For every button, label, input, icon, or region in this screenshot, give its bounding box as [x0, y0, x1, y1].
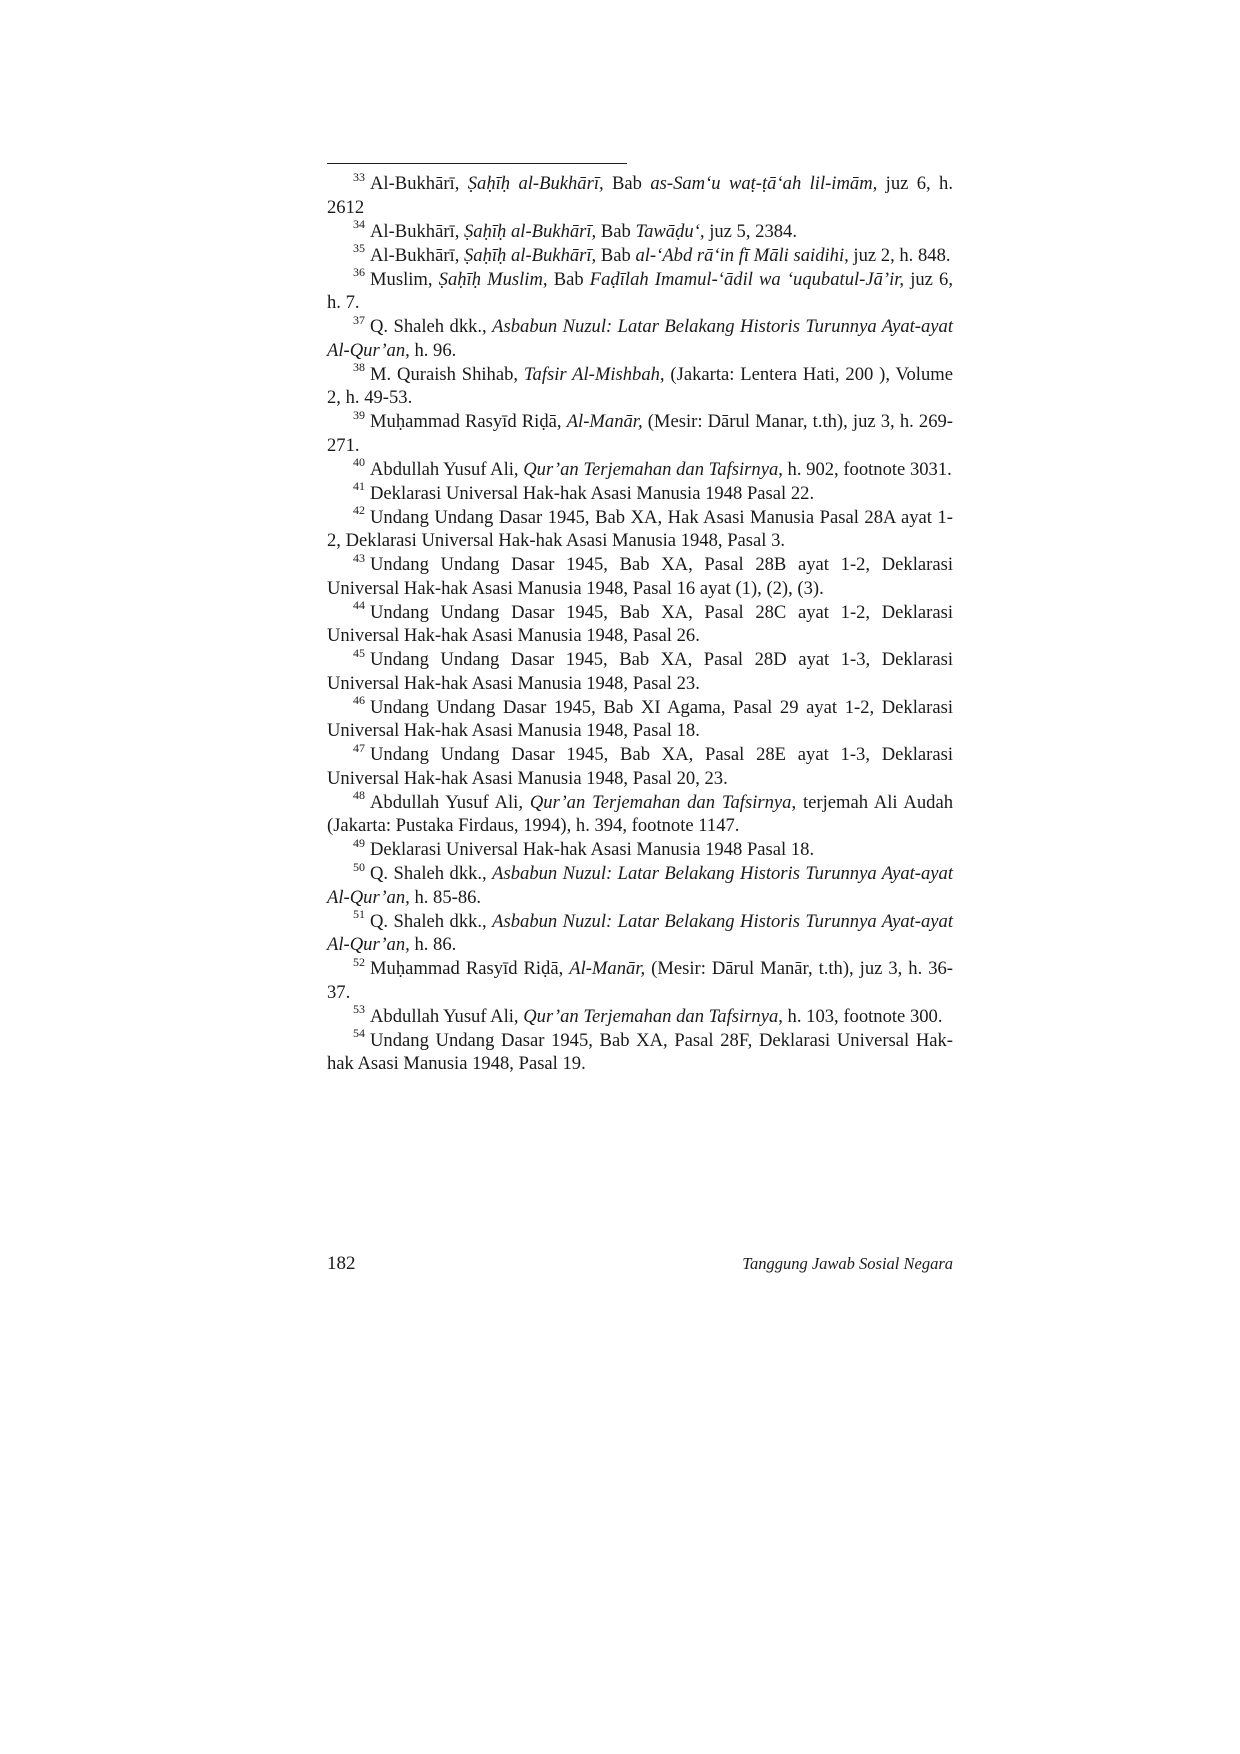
- footnote-number: 38: [353, 360, 365, 375]
- footnote-text: Undang Undang Dasar 1945, Bab XA, Pasal 28E ayat 1-3, Deklarasi Universal Hak-hak Asasi Manusia 1948, Pasal 20, 23.: [327, 744, 953, 789]
- footnote-text: Undang Undang Dasar 1945, Bab XA, Hak Asasi Manusia Pasal 28A ayat 1-2, Deklarasi Universal Hak-hak Asasi Manusia 1948, Pasal 3.: [327, 506, 953, 551]
- footnote-text: , juz 2, h. 848.: [844, 244, 951, 266]
- footnote-number: 40: [353, 455, 365, 470]
- footnote-text: juz 5, 2384.: [704, 220, 797, 242]
- footnote-italic-text: Tafsir Al-Mishbah,: [523, 363, 665, 385]
- footnote-text: juz 6, h. 7.: [327, 268, 954, 313]
- footnote: [327, 645, 953, 695]
- footnote-text: Undang Undang Dasar 1945, Bab XI Agama, Pasal 29 ayat 1-2, Deklarasi Universal Hak-hak Asasi Manusia 1948, Pasal 18.: [327, 696, 953, 741]
- footnote: [327, 312, 953, 362]
- footnote-italic-text: as-Sam‘u waṭ-ṭā‘ah lil-imām,: [650, 173, 878, 194]
- footnote-text: h. 96.: [409, 339, 457, 361]
- footnote: [327, 407, 954, 457]
- footnote-text: (Mesir: Dārul Manar, t.th), juz 3, h. 269-271.: [327, 411, 954, 456]
- footnote: [327, 241, 953, 268]
- footnotes-section: [327, 169, 954, 1076]
- footnote-italic-text: al-‘Abd rā‘in fī Māli saidihi: [635, 244, 845, 266]
- footnote: [327, 265, 954, 315]
- footnote-number: 43: [353, 550, 365, 565]
- footnote-text: Bab: [547, 268, 590, 290]
- footnote-text: Muslim,: [370, 268, 439, 290]
- footnote: [327, 859, 953, 909]
- footnote-text: Al-Bukhārī,: [370, 173, 468, 194]
- footnote: [327, 550, 953, 600]
- footnote-number: 48: [353, 788, 365, 803]
- footnote-text: Bab: [603, 173, 651, 194]
- footnote-text: , h. 902, footnote 3031.: [778, 458, 952, 480]
- footnote-number: 44: [353, 598, 365, 613]
- footnote-number: 45: [353, 645, 365, 660]
- footnote-italic-text: Ṣaḥīḥ al-Bukhārī,: [467, 173, 604, 194]
- footnote-number: 35: [353, 241, 365, 256]
- footnote: [327, 217, 953, 244]
- footnote-italic-text: Tawāḍu‘,: [635, 220, 705, 242]
- footnote-text: juz 6, h. 2612: [327, 173, 953, 218]
- footnote-text: M. Quraish Shihab,: [370, 363, 524, 385]
- footnote-number: 46: [353, 693, 365, 708]
- footnote-text: Bab: [596, 244, 636, 266]
- footnote-text: Undang Undang Dasar 1945, Bab XA, Pasal 28B ayat 1-2, Deklarasi Universal Hak-hak Asasi Manusia 1948, Pasal 16 ayat (1), (2), (3).: [327, 554, 953, 599]
- footnote-italic-text: Al-Manār,: [566, 411, 643, 432]
- footnote-number: 47: [353, 740, 365, 755]
- footnote-italic-text: Asbabun Nuzul: Latar Belakang Historis Turunnya Ayat-ayat Al-Qur’an,: [327, 910, 953, 955]
- footnote-number: 54: [353, 1026, 365, 1041]
- footnote-text: Abdullah Yusuf Ali,: [370, 791, 530, 813]
- footnote: [327, 954, 953, 1004]
- footnote-italic-text: Ṣaḥīḥ al-Bukhārī,: [464, 220, 597, 242]
- footnote: [327, 907, 953, 957]
- footnote-number: 37: [353, 312, 365, 327]
- footnote: [327, 598, 953, 648]
- footnote: [327, 479, 953, 506]
- footnote-text: Undang Undang Dasar 1945, Bab XA, Pasal 28C ayat 1-2, Deklarasi Universal Hak-hak Asasi Manusia 1948, Pasal 26.: [327, 601, 953, 646]
- footnote-italic-text: Asbabun Nuzul: Latar Belakang Historis Turunnya Ayat-ayat Al-Qur’an,: [327, 316, 953, 361]
- footnote-number: 51: [353, 907, 365, 922]
- footnote-number: 50: [353, 859, 365, 874]
- footnote: [327, 788, 953, 838]
- footnote-number: 33: [353, 169, 365, 184]
- footnote-text: Q. Shaleh dkk.,: [370, 910, 493, 932]
- footnote-number: 42: [353, 503, 365, 518]
- footnote-italic-text: Ṣaḥīḥ Muslim,: [438, 268, 548, 290]
- page-footer: [327, 1253, 953, 1279]
- footnote-text: (Jakarta: Lentera Hati, 200 ), Volume 2, h. 49-53.: [327, 363, 953, 408]
- footnote-text: Bab: [596, 220, 636, 242]
- footnote: [327, 1026, 953, 1076]
- footnote-text: Al-Bukhārī,: [370, 220, 464, 242]
- footnote-number: 52: [353, 954, 365, 969]
- footnote-text: Deklarasi Universal Hak-hak Asasi Manusia 1948 Pasal 18.: [370, 839, 815, 860]
- footnote-italic-text: Qur’an Terjemahan dan Tafsirnya: [523, 458, 779, 480]
- footnote-text: Q. Shaleh dkk.,: [370, 316, 493, 337]
- footnote: [327, 693, 953, 743]
- footnote-text: h. 85-86.: [409, 886, 482, 908]
- footnote-italic-text: Al-Manār,: [569, 958, 646, 979]
- footnote-text: Abdullah Yusuf Ali,: [370, 458, 524, 480]
- footnote-text: , terjemah Ali Audah (Jakarta: Pustaka Firdaus, 1994), h. 394, footnote 1147.: [327, 791, 953, 836]
- footnote-text: Al-Bukhārī,: [370, 244, 464, 266]
- footnote-italic-text: Asbabun Nuzul: Latar Belakang Historis Turunnya Ayat-ayat Al-Qur’an,: [327, 863, 953, 908]
- footnote-text: Undang Undang Dasar 1945, Bab XA, Pasal 28F, Deklarasi Universal Hak-hak Asasi Manusia 1948, Pasal 19.: [327, 1029, 953, 1074]
- footnote-text: Q. Shaleh dkk.,: [370, 863, 493, 884]
- footnote-separator: [327, 163, 627, 164]
- footnote-text: h. 86.: [409, 934, 457, 955]
- footnote: [327, 455, 953, 482]
- footnote-text: (Mesir: Dārul Manār, t.th), juz 3, h. 36-37.: [327, 958, 953, 1003]
- footnote: [327, 503, 953, 553]
- footnote-text: Muḥammad Rasyīd Riḍā,: [370, 958, 570, 979]
- footnote-number: 53: [353, 1002, 365, 1017]
- footnote-number: 39: [353, 407, 365, 422]
- footnote-number: 41: [353, 479, 365, 494]
- footnote-number: 34: [353, 217, 365, 232]
- footnote-text: Abdullah Yusuf Ali,: [370, 1005, 524, 1027]
- footnote: [327, 1002, 953, 1029]
- footnote: [327, 169, 953, 219]
- footnote: [327, 835, 953, 862]
- footnote-italic-text: Ṣaḥīḥ al-Bukhārī,: [464, 244, 597, 266]
- footnote: [327, 740, 953, 790]
- footnote-number: 36: [353, 265, 365, 280]
- footnote-text: Deklarasi Universal Hak-hak Asasi Manusia 1948 Pasal 22.: [370, 482, 815, 504]
- footnote-number: 49: [353, 835, 365, 850]
- footnote-italic-text: Faḍīlah Imamul-‘ādil wa ‘uqubatul-Jā’ir,: [589, 268, 905, 290]
- footnote: [327, 360, 953, 410]
- page-number: 182: [327, 1253, 356, 1274]
- footnote-italic-text: Qur’an Terjemahan dan Tafsirnya: [529, 791, 792, 813]
- footnote-text: Muḥammad Rasyīd Riḍā,: [370, 411, 567, 432]
- footnote-italic-text: Qur’an Terjemahan dan Tafsirnya: [523, 1005, 779, 1027]
- footnote-text: Undang Undang Dasar 1945, Bab XA, Pasal 28D ayat 1-3, Deklarasi Universal Hak-hak Asasi Manusia 1948, Pasal 23.: [327, 649, 953, 694]
- running-title: Tanggung Jawab Sosial Negara: [742, 1254, 953, 1273]
- footnote-text: , h. 103, footnote 300.: [778, 1005, 943, 1027]
